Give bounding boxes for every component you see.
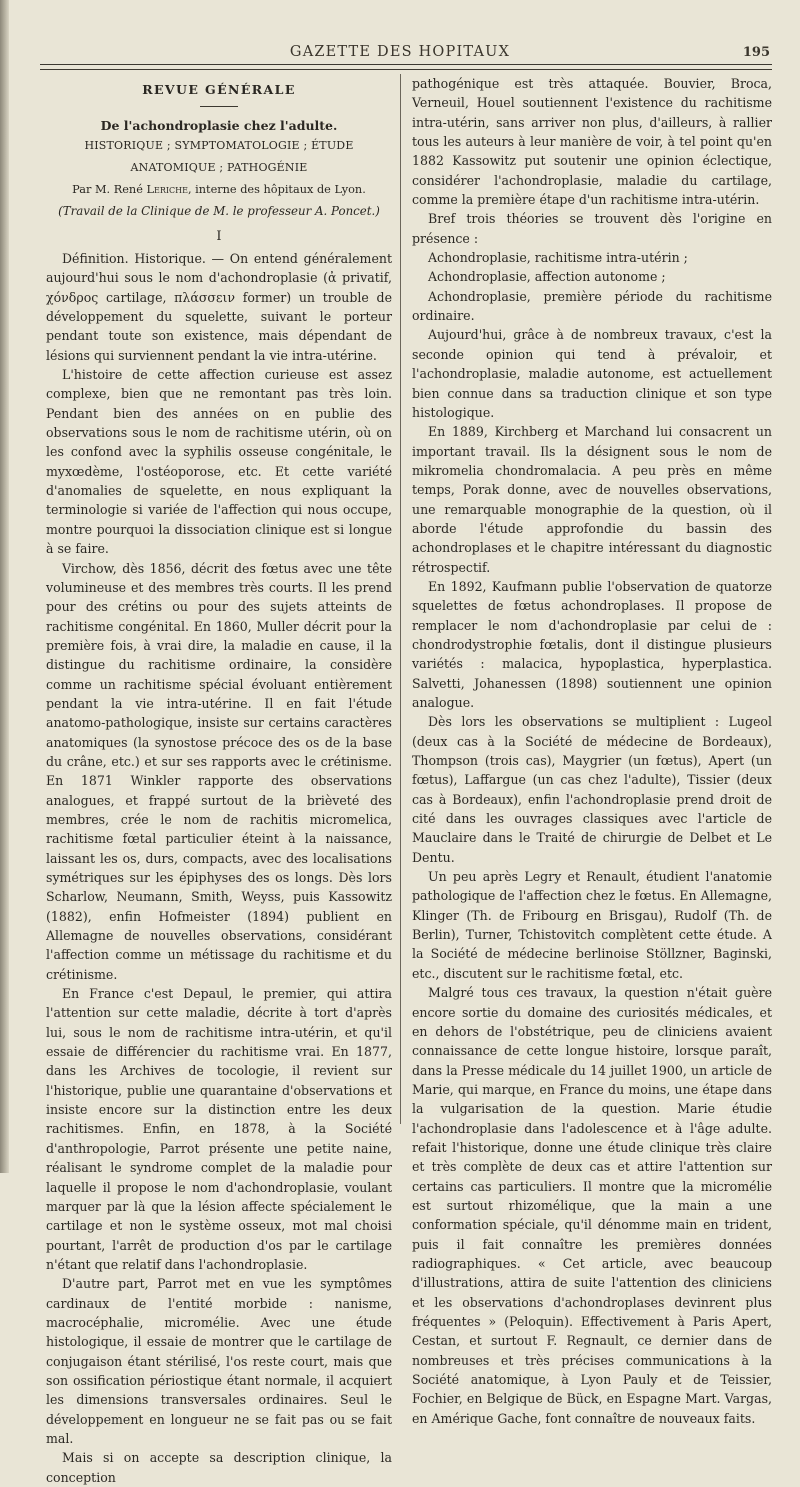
paragraph: pathogénique est très attaquée. Bouvier, Broca, Verneuil, Houel soutiennent l'existence du rachitisme intra-utérin, sans arriver non plus, d'ailleurs, à rallier tous les auteurs à leur manière de voir, à tel point qu'en 1882 Kassowitz put soutenir une opinion éclectique, considérer l'achondroplasie, maladie du cartilage, comme la première étape d'un rachitisme intra-utérin. [412,76,772,208]
author-prefix: Par M. René [72,183,147,196]
paragraph: Un peu après Legry et Renault, étudient l'anatomie pathologique de l'affection chez le fœtus. En Allemagne, Klinger (Th. de Fribourg en Brisgau), Rudolf (Th. de Berlin), Turner, Tchistovitch complètent cette étude. A la Société de médecine berlinoise Stöllzner, Baginski, etc., discutent sur le rachitisme fœtal, etc. [412,869,772,981]
paragraph: Aujourd'hui, grâce à de nombreux travaux, c'est la seconde opinion qui tend à prévaloir, et l'achondroplasie, maladie autonome, est actuellement bien connue dans sa traduction clinique et son type histologique. [412,327,772,420]
paragraph: En France c'est Depaul, le premier, qui attira l'attention sur cette maladie, décrite à tort d'après lui, sous le nom de rachitisme intra-utérin, et qu'il essaie de différencier du rachitisme vrai. En 1877, dans les Archives de tocologie, il revient sur l'historique, publie une quarantaine d'observations et insiste encore sur la distinction entre les deux rachitismes. Enfin, en 1878, à la Société d'anthropologie, Parrot présente une petite naine, réalisant le syndrome complet de la maladie pour laquelle il propose le nom d'achondroplasie, voulant marquer par là que la lésion affecte spécialement le cartilage et non le système osseux, mot mal choisi pourtant, l'arrêt de production d'os par le cartilage n'étant que relatif dans l'achondroplasie. [46,986,392,1272]
left-column [46,74,392,1487]
section-title: REVUE GÉNÉRALE [142,82,296,97]
author-suffix: , interne des hôpitaux de Lyon. [187,183,366,196]
journal-title: GAZETTE DES HOPITAUX [289,44,511,60]
header-rule-thin [40,69,772,70]
paragraph: Achondroplasie, affection autonome ; [428,269,666,285]
paragraph: L'histoire de cette affection curieuse est assez complexe, bien que ne remontant pas très loin. Pendant bien des années on en publie des observations sous le nom de rachitisme utérin, où on les confond avec la syphilis osseuse congénitale, le myxœdème, l'ostéoporose, etc. Et cette variété d'anomalies de squelette, en nous expliquant la terminologie si variée de l'affection qui nous occupe, montre pourquoi la dissociation clinique est si longue à se faire. [46,367,392,557]
right-column [412,74,772,1428]
author-name: Leriche [146,183,188,196]
left-paragraphs [46,249,392,1487]
article-author [46,179,392,201]
running-header [0,44,800,64]
paragraph: Achondroplasie, première période du rachitisme ordinaire. [412,288,772,324]
binding-edge [0,0,9,1173]
article-subjects: HISTORIQUE ; SYMPTOMATOLOGIE ; ÉTUDE ANATOMIQUE ; PATHOGÉNIE [84,139,354,174]
paragraph: Définition. Historique. — On entend généralement aujourd'hui sous le nom d'achondroplasie (ἀ privatif, χόνδρος cartilage, πλάσσειν former) un trouble de développement du squelette, suivant le porteur pendant toute son existence, mais dépendant de lésions qui surviennent pendant la vie intra-utérine. [46,251,392,363]
paragraph: Dès lors les observations se multiplient : Lugeol (deux cas à la Société de médecine de Bordeaux), Thompson (trois cas), Maygrier (un fœtus), Apert (un fœtus), Laffargue (un cas chez l'adulte), Tissier (deux cas à Bordeaux), enfin l'achondroplasie prend droit de cité dans les ouvrages classiques avec l'article de Mauclaire dans le Traité de chirurgie de Delbet et Le Dentu. [412,714,772,865]
header-rule [40,64,772,65]
title-dash [200,106,238,107]
paragraph: En 1892, Kaufmann publie l'observation de quatorze squelettes de fœtus achondroplases. Il propose de remplacer le nom d'achondroplasie par celui de : chondrodystrophie fœtalis, dont il distingue plusieurs variétés : malacica, hypoplastica, hyperplastica. Salvetti, Johanessen (1898) soutiennent une opinion analogue. [412,578,772,710]
paragraph: Bref trois théories se trouvent dès l'origine en présence : [412,211,772,246]
part-number: I [216,229,222,244]
paragraph: Mais si on accepte sa description clinique, la conception [46,1450,392,1485]
paragraph: Virchow, dès 1856, décrit des fœtus avec une tête volumineuse et des membres très courts. Il les prend pour des crétins ou pour des sujets atteints de rachitisme congénital. En 1860, Muller décrit pour la première fois, à vrai dire, la maladie en cause, il la distingue du rachitisme ordinaire, la considère comme un rachitisme spécial évoluant entièrement pendant la vie intra-utérine. Il en fait l'étude anatomo-pathologique, insiste sur certains caractères anatomiques (la synostose précoce des os de la base du crâne, etc.) et sur ses rapports avec le crétinisme. En 1871 Winkler rapporte des observations analogues, et frappé surtout de la brièveté des membres, crée le nom de rachitis micromelica, rachitisme fœtal particulier éteint à la naissance, laissant les os, durs, compacts, avec des localisations symétriques sur les épiphyses des os longs. Dès lors Scharlow, Neumann, Smith, Weyss, puis Kassowitz (1882), enfin Hofmeister (1894) publient en Allemagne de nouvelles observations, considérant l'affection comme un métissage du rachitisme et du crétinisme. [46,560,392,982]
page-number: 195 [742,45,770,60]
paragraph: Malgré tous ces travaux, la question n'était guère encore sortie du domaine des curiosités médicales, et en dehors de l'obstétrique, peu de cliniciens avaient connaissance de cette longue histoire, lorsque paraît, dans la Presse médicale du 14 juillet 1900, un article de Marie, qui marque, en France du moins, une étape dans la vulgarisation de la question. Marie étudie l'achondroplasie dans l'adolescence et à l'âge adulte. refait l'historique, donne une étude clinique très claire et très complète de deux cas et attire l'attention sur certains cas particuliers. Il montre que la micromélie est surtout rhizomélique, que la main a une conformation spéciale, qu'il dénomme main en trident, puis il fait connaître les premières données radiographiques. « Cet article, avec beaucoup d'illustrations, attira de suite l'attention des cliniciens et les observations d'achondroplases devinrent plus fréquentes » (Peloquin). Effectivement à Paris Apert, Cestan, et surtout F. Regnault, ce dernier dans de nombreuses et très précises communications à la Société anatomique, à Lyon Pauly et de Teissier, Fochier, en Belgique de Bück, en Espagne Mart. Vargas, en Amérique Gache, font connaître de nouveaux faits. [412,985,772,1426]
paragraph: D'autre part, Parrot met en vue les symptômes cardinaux de l'entité morbide : nanisme, macrocéphalie, micromélie. Avec une étude histologique, il essaie de montrer que le cartilage de conjugaison étant stérilisé, l'os reste court, mais que son ossification périostique étant normale, il acquiert les dimensions transversales ordinaires. Seul le développement en longueur ne se fait pas ou se fait mal. [46,1276,392,1446]
column-separator [400,74,401,1124]
paragraph: En 1889, Kirchberg et Marchand lui consacrent un important travail. Ils la désignent sous le nom de mikromelia chondromalacia. A peu près en même temps, Porak donne, avec de nouvelles observations, une remarquable monographie de la question, où il aborde l'étude approfondie du bassin des achondroplases et le chapitre intéressant du diagnostic rétrospectif. [412,424,772,575]
article-title: De l'achondroplasie chez l'adulte. [100,118,338,133]
paragraph: Achondroplasie, rachitisme intra-utérin ; [428,250,688,266]
article-origin: (Travail de la Clinique de M. le professeur A. Poncet.) [58,204,380,218]
right-paragraphs [412,74,772,1428]
